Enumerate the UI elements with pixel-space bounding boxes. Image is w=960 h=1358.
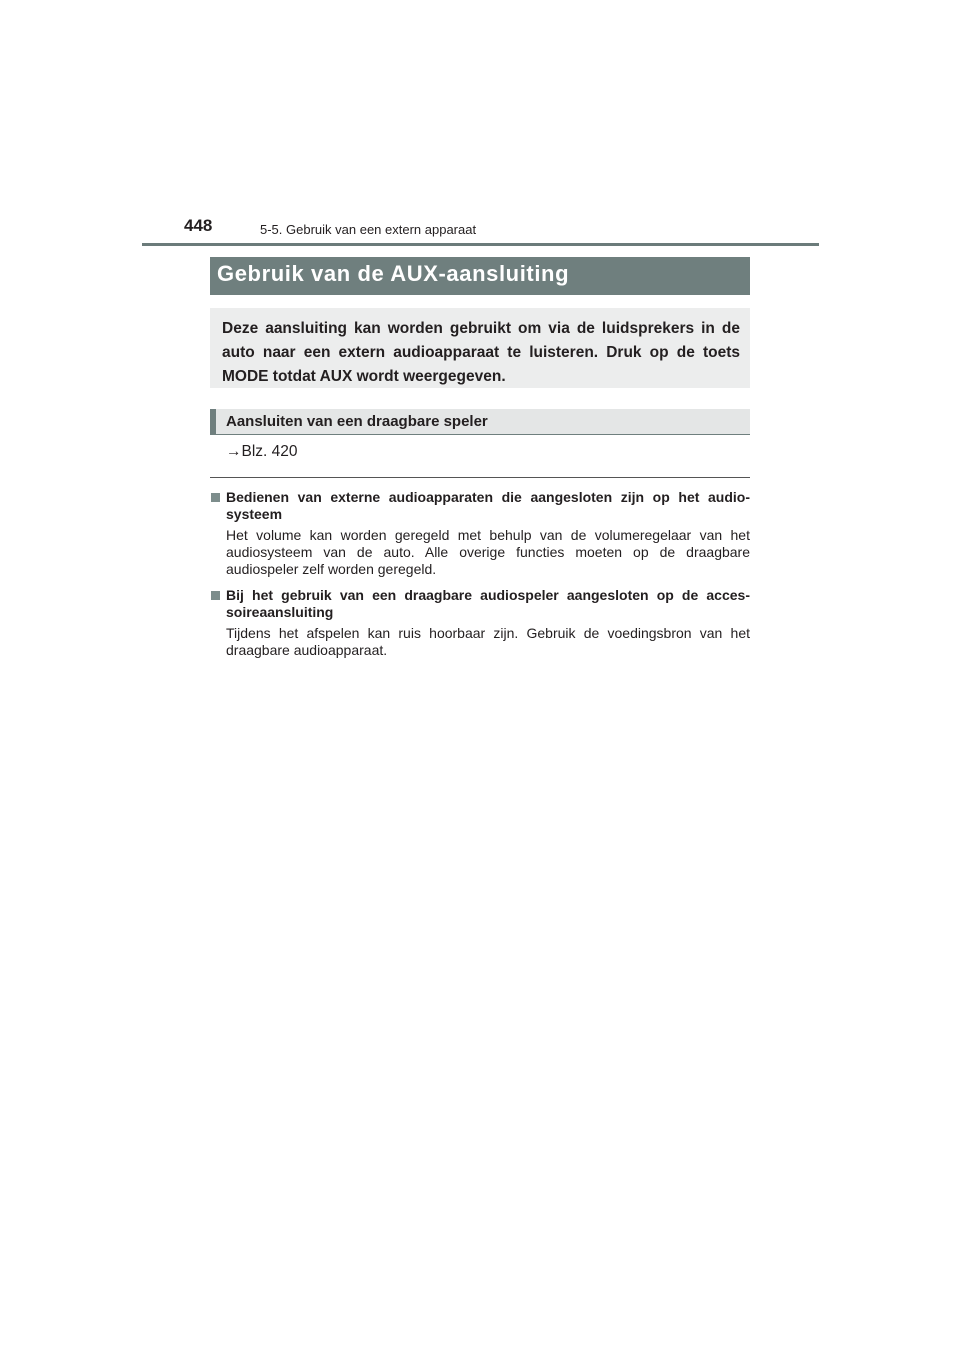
subsection-heading: Aansluiten van een draagbare speler [210, 409, 750, 435]
note-heading-text: Bij het gebruik van een draagbare audiospeler aangesloten op de acces-soireaansluiting [226, 587, 750, 620]
header-divider [142, 243, 819, 246]
square-bullet-icon [211, 493, 220, 502]
note-item [210, 489, 750, 578]
note-heading [210, 489, 750, 523]
note-item [210, 587, 750, 659]
note-body: Tijdens het afspelen kan ruis hoorbaar zijn. Gebruik de voedingsbron van het draagbare audioapparaat. [226, 625, 750, 658]
note-heading-text: Bedienen van externe audioapparaten die aangesloten zijn op het audio-systeem [226, 489, 750, 522]
page-number: 448 [184, 216, 213, 235]
running-head: 5-5. Gebruik van een extern apparaat [260, 222, 477, 237]
intro-text: Deze aansluiting kan worden gebruikt om via de luidsprekers in de auto naar een extern audioapparaat te luisteren. Druk op de toets MODE totdat AUX wordt weergegeven. [210, 308, 750, 388]
note-heading [210, 587, 750, 621]
page-reference-link[interactable]: →Blz. 420 [226, 443, 298, 460]
square-bullet-icon [211, 591, 220, 600]
note-body: Het volume kan worden geregeld met behulp van de volumeregelaar van het audiosysteem van de auto. Alle overige functies moeten op de draagbare audiospeler zelf worden geregeld. [226, 527, 750, 577]
section-title: Gebruik van de AUX-aansluiting [217, 261, 570, 286]
section-title-bar [210, 257, 750, 295]
notes-divider [210, 477, 750, 478]
